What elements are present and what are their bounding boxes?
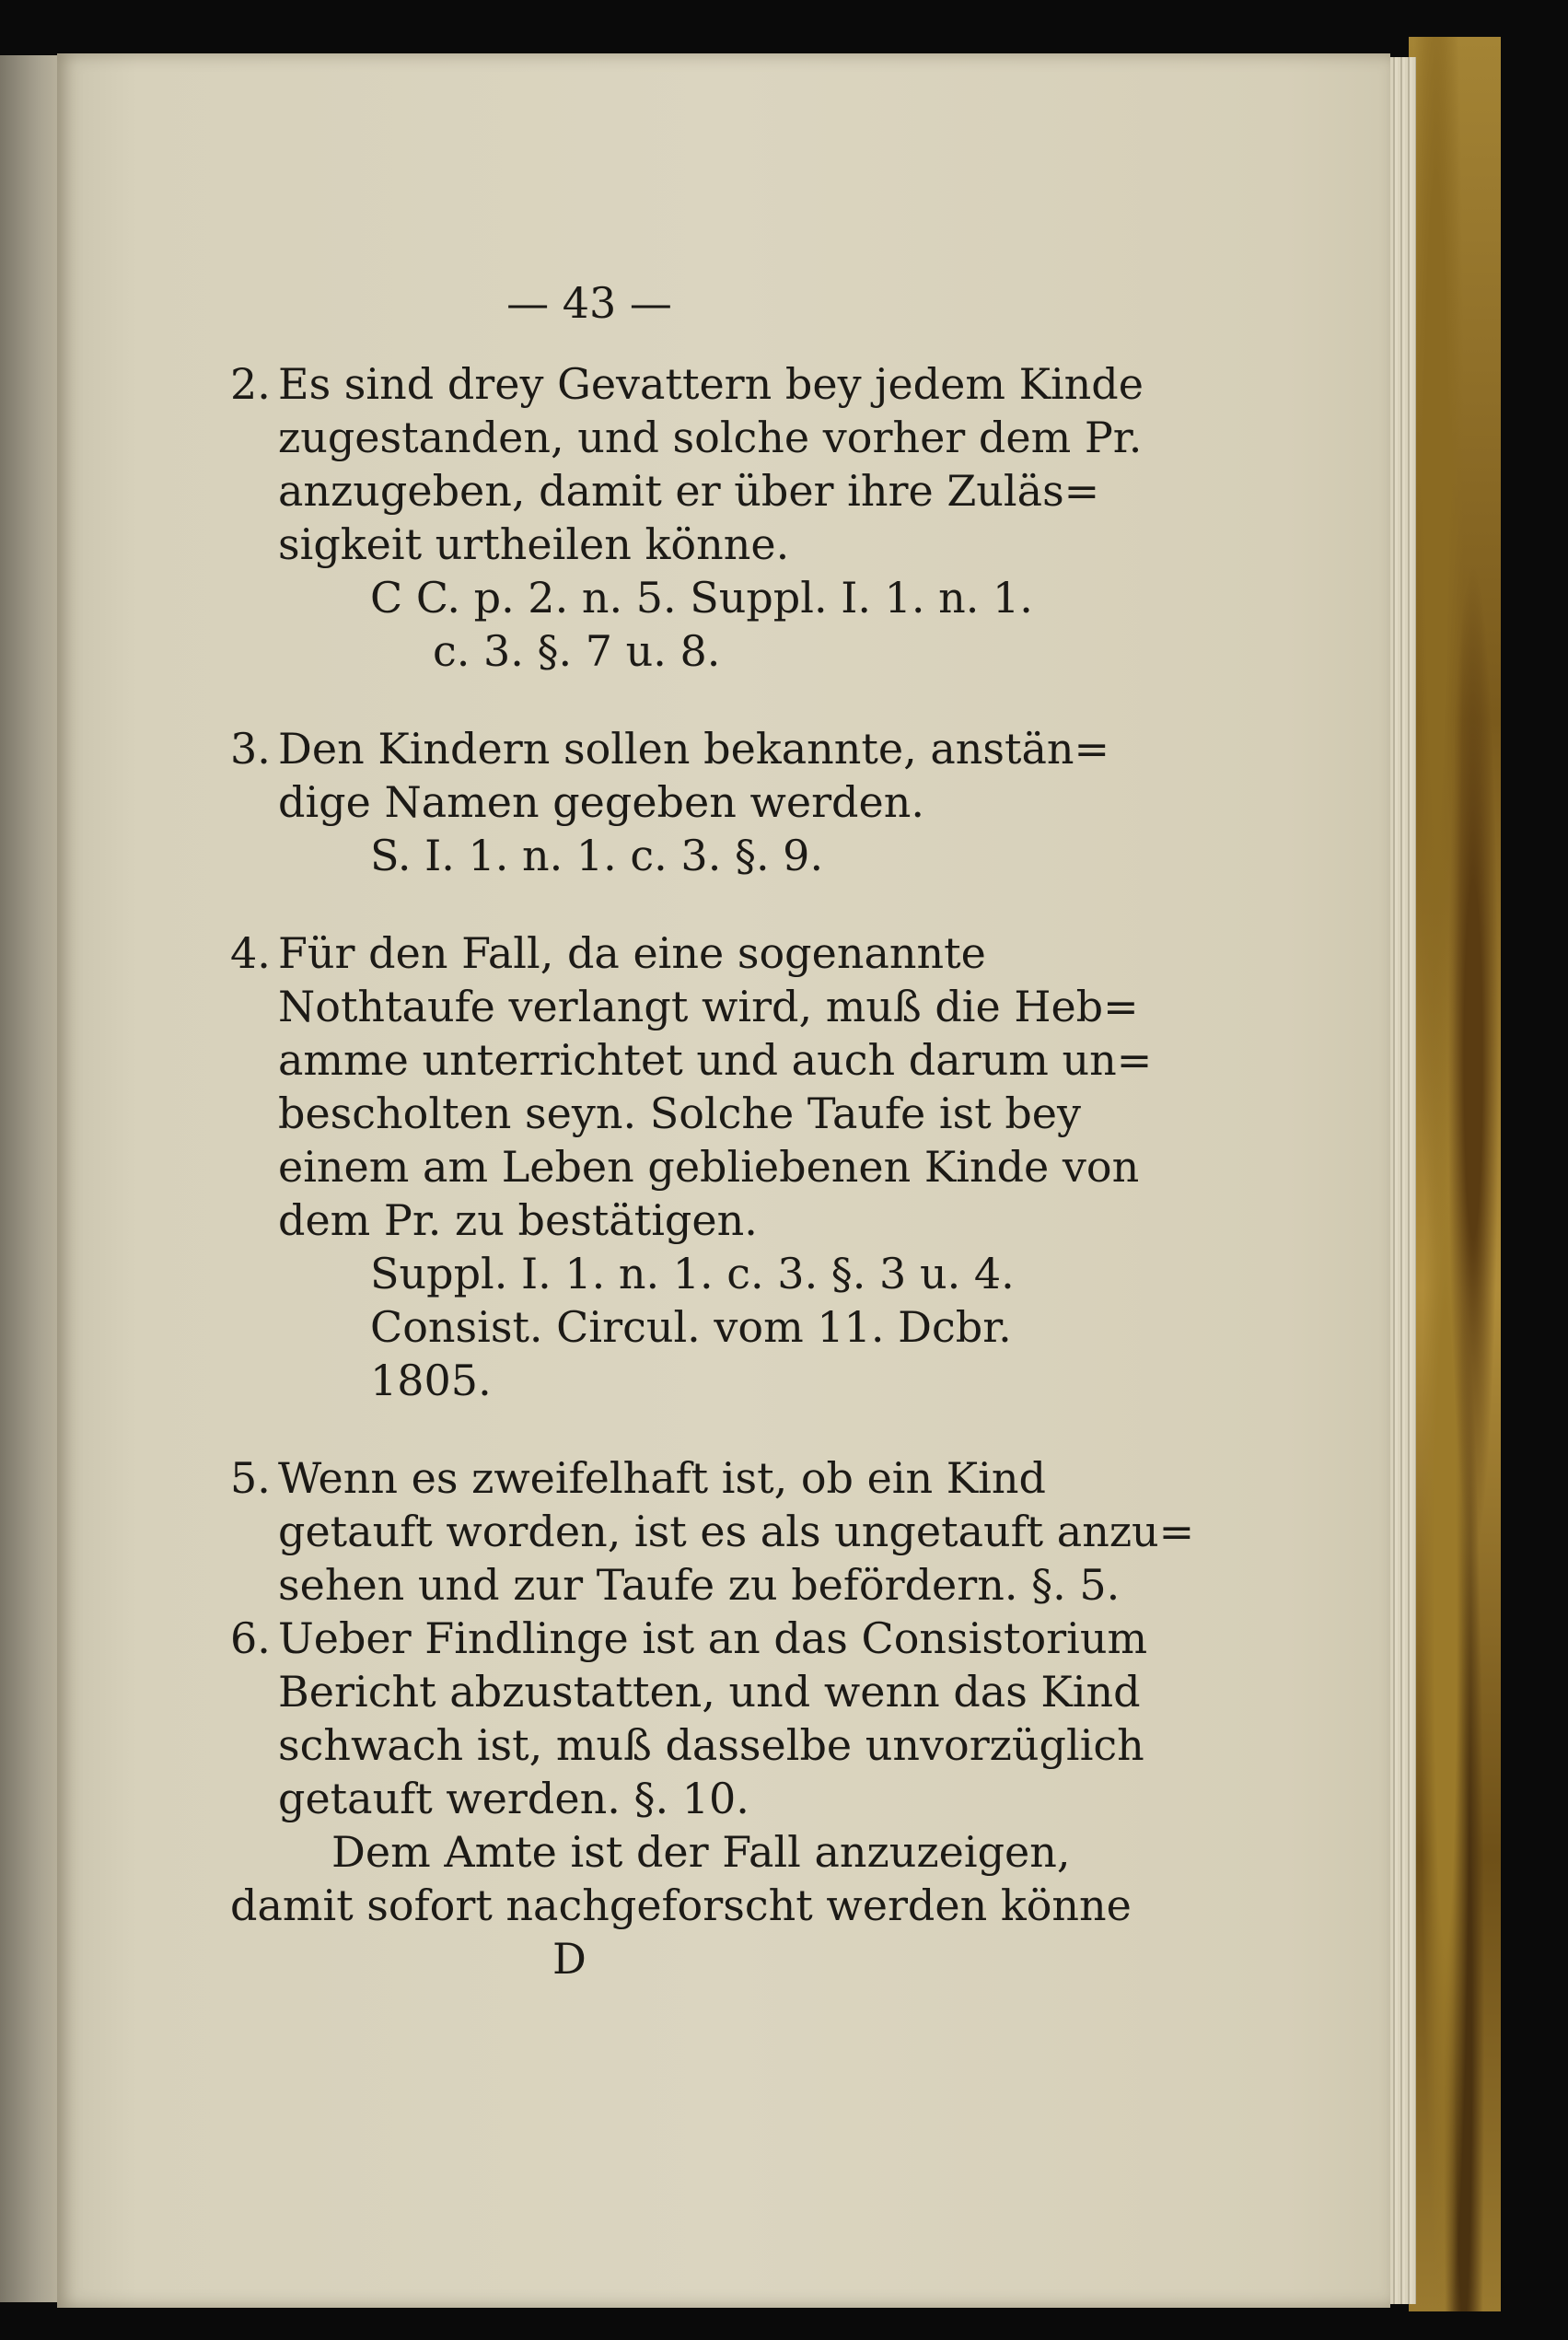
citation: C C. p. 2. n. 5. Suppl. I. 1. n. 1. [370, 573, 1033, 623]
signature-mark: D [552, 1934, 587, 1984]
closing-line: Dem Amte ist der Fall anzuzeigen, [331, 1827, 1071, 1877]
text-line: sigkeit urtheilen könne. [278, 519, 790, 569]
list-item [230, 926, 1153, 1407]
list-item [230, 1612, 1148, 1825]
text-line: amme unterrichtet und auch darum un= [278, 1035, 1153, 1085]
item-number: 2. [230, 359, 271, 409]
list-item [230, 722, 1110, 882]
text-line: Wenn es zweifelhaft ist, ob ein Kind [278, 1453, 1046, 1503]
list-item [230, 357, 1144, 678]
text-line: zugestanden, und solche vorher dem Pr. [278, 413, 1143, 462]
item-number: 3. [230, 724, 271, 774]
text-line: Ueber Findlinge ist an das Consistorium [278, 1613, 1148, 1663]
text-line: Für den Fall, da eine sogenannte [278, 928, 986, 978]
citation: 1805. [370, 1356, 492, 1405]
citation: Consist. Circul. vom 11. Dcbr. [370, 1302, 1012, 1352]
text-line: dem Pr. zu bestätigen. [278, 1195, 758, 1245]
closing-line: damit sofort nachgeforscht werden könne [230, 1880, 1132, 1930]
text-line: dige Namen gegeben werden. [278, 777, 924, 827]
text-line: schwach ist, muß dasselbe unvorzüglich [278, 1720, 1144, 1770]
text-line: getauft worden, ist es als ungetauft anzu= [278, 1507, 1195, 1556]
text-line: Es sind drey Gevattern bey jedem Kinde [278, 359, 1144, 409]
page-text [230, 357, 1195, 1985]
text-line: getauft werden. §. 10. [278, 1774, 749, 1823]
text-line: Den Kindern sollen bekannte, anstän= [278, 724, 1110, 774]
text-line: Nothtaufe verlangt wird, muß die Heb= [278, 982, 1139, 1031]
list-item [230, 1451, 1195, 1612]
item-number: 5. [230, 1453, 271, 1503]
item-number: 4. [230, 928, 271, 978]
text-line: Bericht abzustatten, und wenn das Kind [278, 1667, 1141, 1717]
text-line: einem am Leben gebliebenen Kinde von [278, 1142, 1140, 1192]
marbled-cover [1409, 37, 1501, 2311]
item-number: 6. [230, 1613, 271, 1663]
page-number: — 43 — [506, 278, 672, 328]
text-line: sehen und zur Taufe zu befördern. §. 5. [278, 1560, 1121, 1610]
citation: Suppl. I. 1. n. 1. c. 3. §. 3 u. 4. [370, 1249, 1015, 1298]
citation: c. 3. §. 7 u. 8. [433, 626, 721, 676]
facing-page-edge [0, 55, 64, 2302]
text-line: anzugeben, damit er über ihre Zuläs= [278, 466, 1100, 516]
text-line: bescholten seyn. Solche Taufe ist bey [278, 1089, 1081, 1138]
citation: S. I. 1. n. 1. c. 3. §. 9. [370, 831, 824, 880]
